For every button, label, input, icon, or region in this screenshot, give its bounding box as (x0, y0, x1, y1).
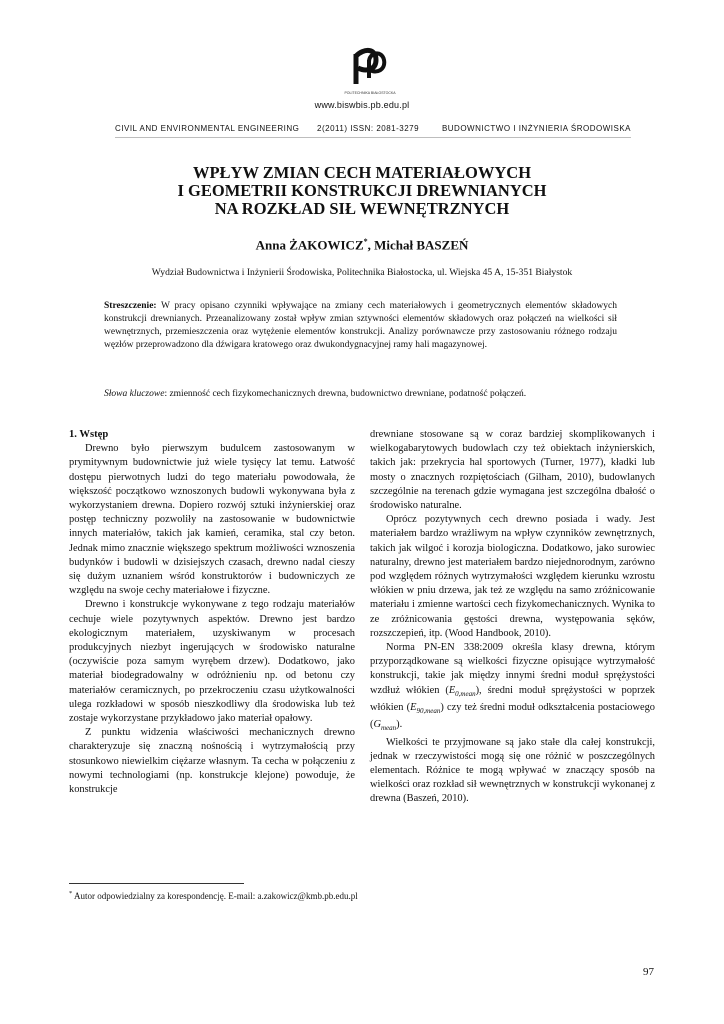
journal-url[interactable]: www.biswbis.pb.edu.pl (314, 100, 410, 110)
politechnika-bialostocka-logo-icon (340, 38, 400, 98)
body-column-right (370, 428, 655, 807)
text-run: Norma PN-EN 338:2009 określa klasy drewna, którym przyporządkowane są wielkości fizyczne opisujące wytrzymałość konstrukcji, takie jak między innymi średni moduł sprężystości wzdłuż włókien ( (370, 642, 655, 696)
subscript-g: mean (380, 724, 397, 733)
journal-name-pl: BUDOWNICTWO I INŻYNIERIA ŚRODOWISKA (441, 124, 631, 133)
section-heading: 1. Wstęp (69, 429, 109, 440)
affiliation: Wydział Budownictwa i Inżynierii Środowiska, Politechnika Białostocka, ul. Wiejska 45 A, 15-351 Białystok (151, 267, 573, 278)
abstract (104, 300, 617, 352)
paragraph: Drewno było pierwszym budulcem zastosowanym w prymitywnym budownictwie już wiele tysięcy lat temu. Łatwość dostępu pierwotnych ludzi do tego materiału powodowała, że większość początkowo wznoszonych budowli wykonywana była z wykorzystaniem drewna. Dopiero rozwój sztuki inżynierskiej oraz postęp techniczny pozwoliły na zastosowanie w budownictwie innych materiałów, takich jak kamień, ceramika, stal czy beton. Jednak mimo znacznie większego spektrum możliwości wznoszenia budynków i budowli w dzisiejszych czasach, drewno nadal cieszy się dużym uznaniem wśród konstruktorów i budowniczych ze względu na swoje cechy materiałowe i fizyczne. (69, 443, 355, 597)
subscript-e90: 90,mean (416, 707, 441, 716)
abstract-label: Streszczenie: (104, 301, 157, 311)
abstract-text: W pracy opisano czynniki wpływające na zmiany cech materiałowych i geometrycznych elementów składowych konstrukcji drewnianych. Przeanalizowany został wpływ zmian sztywności elementów składowych oraz połączeń na wielkości sił wewnętrznych, przemieszczenia oraz wytężenie elementów konstrukcji. Analizy porównawcze przy zastosowaniu różnego rodzaju węzłów przeprowadzono dla dźwigara kratowego oraz dwukondygnacyjnej ramy hali magazynowej. (104, 301, 617, 350)
body-column-left (69, 428, 355, 797)
author-1: Anna ŻAKOWICZ (255, 237, 364, 253)
text-run: ) czy też średni moduł odkształcenia postaciowego ( (370, 701, 655, 731)
keywords (104, 388, 617, 401)
journal-name-en: CIVIL AND ENVIRONMENTAL ENGINEERING (115, 124, 300, 133)
paragraph: Drewno i konstrukcje wykonywane z tego rodzaju materiałów cechuje wiele pozytywnych aspektów. Drewno jest bardzo ekologicznym materiałem, uzyskiwanym w procesach produkcyjnych niezbyt ingerujących w środowisko naturalne (oczywiście poza samym wyrębem drzew). Dodatkowo, jako materiał biodegradowalny w odróżnieniu np. od betonu czy materiałów ceramicznych, po przekroczeniu czasu użytkowalności ulega rozkładowi w sposób nieszkodliwy dla środowiska lub też zostaje wykorzystane przykładowo jako materiał opałowy. (69, 599, 355, 725)
logo-text: POLITECHNIKA BIAŁOSTOCKA (344, 91, 396, 95)
keywords-label: Słowa kluczowe (104, 389, 165, 399)
paragraph: drewniane stosowane są w coraz bardziej skomplikowanych i wielkogabarytowych budowlach czy też obiektach inżynierskich, takich jak: przekrycia hal sportowych (Turner, 1977), kładki lub mosty o znacznych rozpiętościach (Gilham, 2010), budowlanych szczególnie na terenach gdzie wymagana jest szczególna dbałość o środowisko naturalne. (370, 429, 655, 512)
journal-issue: 2(2011) ISSN: 2081-3279 (317, 124, 420, 133)
symbol-e90: E (410, 701, 417, 713)
article-title (60, 164, 664, 218)
author-separator: , (367, 237, 375, 253)
footnote-mark: * (69, 890, 73, 897)
symbol-g: G (373, 719, 381, 731)
symbol-e0: E (448, 684, 456, 696)
journal-header-bar (115, 124, 631, 138)
paragraph: Wielkości te przyjmowane są jako stałe dla całej konstrukcji, jednak w rzeczywistości mogą się one różnić w poszczególnych elementach. Różnice te mogą wpływać w znaczący sposób na wielkości oraz rozkład sił wewnętrznych w konstrukcji wykonanej z drewna (Baszeń, 2010). (370, 736, 655, 805)
author-2: Michał BASZEŃ (374, 237, 469, 253)
authors (60, 237, 664, 253)
keywords-text: : zmienność cech fizykomechanicznych drewna, budownictwo drewniane, podatność połączeń. (164, 389, 527, 399)
paragraph: Oprócz pozytywnych cech drewno posiada i wady. Jest materiałem bardzo wrażliwym na wpływ czynników zewnętrznych, takich jak wilgoć i korozja biologiczna. Dodatkowo, jako surowiec naturalny, drewno jest materiałem bardzo niejednorodnym, zarówno pod względem różnych wytrzymałości względem kierunku wzrostu włókien w pniu drzewa, jak też ze względu na samo zróżnicowanie materiału i zmienne wartości cech fizykomechanicznych. Wynika to ze zróżnicowania gęstości drewna, występowania sęków, rozszczepień, itp. (Wood Handbook, 2010). (370, 514, 655, 639)
university-logo (340, 38, 400, 98)
text-run: ). (396, 719, 403, 731)
paragraph (370, 641, 655, 735)
title-line-3: NA ROZKŁAD SIŁ WEWNĘTRZNYCH (214, 199, 510, 218)
footnote (69, 890, 358, 901)
page-number: 97 (643, 966, 654, 978)
title-line-1: WPŁYW ZMIAN CECH MATERIAŁOWYCH (192, 163, 532, 182)
paragraph: Z punktu widzenia właściwości mechanicznych drewno charakteryzuje się znaczną nośnością i wytrzymałością przy stosunkowo niewielkim ciężarze własnym. Ta cecha w połączeniu z nowymi technologiami (np. konstrukcje klejone) powoduje, że konstrukcje (69, 727, 355, 796)
footnote-text: Autor odpowiedzialny za korespondencję. E-mail: a.zakowicz@kmb.pb.edu.pl (72, 891, 358, 901)
text-run: ), średni moduł sprężystości w poprzek włókien ( (370, 684, 656, 713)
footnote-rule (69, 883, 244, 884)
title-line-2: I GEOMETRII KONSTRUKCJI DREWNIANYCH (177, 181, 547, 200)
corresponding-author-mark: * (363, 237, 368, 246)
subscript-e0: 0,mean (455, 689, 476, 698)
